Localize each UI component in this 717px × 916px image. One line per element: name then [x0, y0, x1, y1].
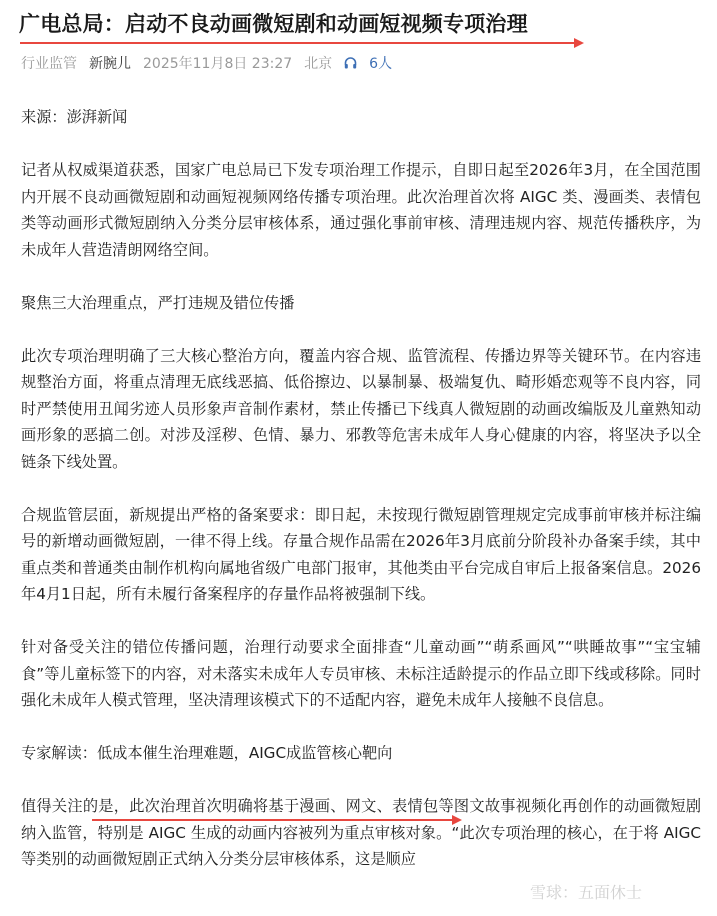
expert-heading-underline-arrow — [452, 815, 462, 825]
expert-heading-underline — [92, 819, 454, 821]
section-heading-expert: 专家解读：低成本催生治理难题，AIGC成监管核心靶向 — [21, 744, 393, 762]
paragraph-expert: 值得关注的是，此次治理首次明确将基于漫画、网文、表情包等图文故事视频化再创作的动画微短剧纳入监管，特别是 AIGC 生成的动画内容被列为重点审核对象。“此次专项治理的核心，在于将 AIGC 等类别的动画微短剧正式纳入分类分层审核体系，这是顺应 — [21, 797, 701, 868]
meta-category[interactable]: 行业监管 — [21, 56, 77, 72]
paragraph-compliance: 合规监管层面，新规提出严格的备案要求：即日起，未按现行微短剧管理规定完成事前审核并标注编号的新增动画微短剧，一律不得上线。存量合规作品需在2026年3月底前分阶段补办备案手续，其中重点类和普通类由制作机构向属地省级广电部门报审，其他类由平台完成自审后上报备案信息。2026年4月1日起，所有未履行备案程序的存量作品将被强制下线。 — [21, 505, 701, 603]
title-underline-arrow — [574, 38, 584, 48]
paragraph-intro: 记者从权威渠道获悉，国家广电总局已下发专项治理工作提示，自即日起至2026年3月，在全国范围内开展不良动画微短剧和动画短视频网络传播专项治理。此次治理首次将 AIGC 类、漫画类、表情包类等动画形式微短剧纳入分类分层审核体系，通过强化事前审核、清理违规内容、规范传播秩序，为未成年人营造清朗网络空间。 — [21, 161, 701, 259]
article-body — [21, 104, 701, 899]
article-meta — [21, 53, 416, 73]
meta-location: 北京 — [304, 56, 333, 72]
listen-count-label: 6人 — [369, 56, 393, 72]
meta-author[interactable]: 新腕儿 — [89, 56, 131, 72]
paragraph-focus: 此次专项治理明确了三大核心整治方向，覆盖内容合规、监管流程、传播边界等关键环节。在内容违规整治方面，将重点清理无底线恶搞、低俗擦边、以暴制暴、极端复仇、畸形婚恋观等不良内容，同时严禁使用丑闻劣迹人员形象声音制作素材，禁止传播已下线真人微短剧的动画改编版及儿童熟知动画形象的恶搞二创。对涉及淫秽、色情、暴力、邪教等危害未成年人身心健康的内容，将坚决予以全链条下线处置。 — [21, 346, 701, 471]
title-underline — [20, 42, 576, 44]
source-line: 来源：澎湃新闻 — [21, 108, 128, 126]
meta-datetime: 2025年11月8日 23:27 — [143, 56, 293, 72]
article-title: 广电总局：启动不良动画微短剧和动画短视频专项治理 — [19, 12, 528, 36]
watermark-text: 雪球：五面休士 — [530, 883, 643, 902]
headphone-icon — [344, 57, 357, 69]
section-heading-focus: 聚焦三大治理重点，严打违规及错位传播 — [21, 293, 295, 312]
listen-count[interactable] — [344, 53, 404, 73]
paragraph-misplacement: 针对备受关注的错位传播问题，治理行动要求全面排查“儿童动画”“萌系画风”“哄睡故事”“宝宝辅食”等儿童标签下的内容，对未落实未成年人专员审核、未标注适龄提示的作品立即下线或移除。同时强化未成年人模式管理，坚决清理该模式下的不适配内容，避免未成年人接触不良信息。 — [21, 638, 701, 709]
